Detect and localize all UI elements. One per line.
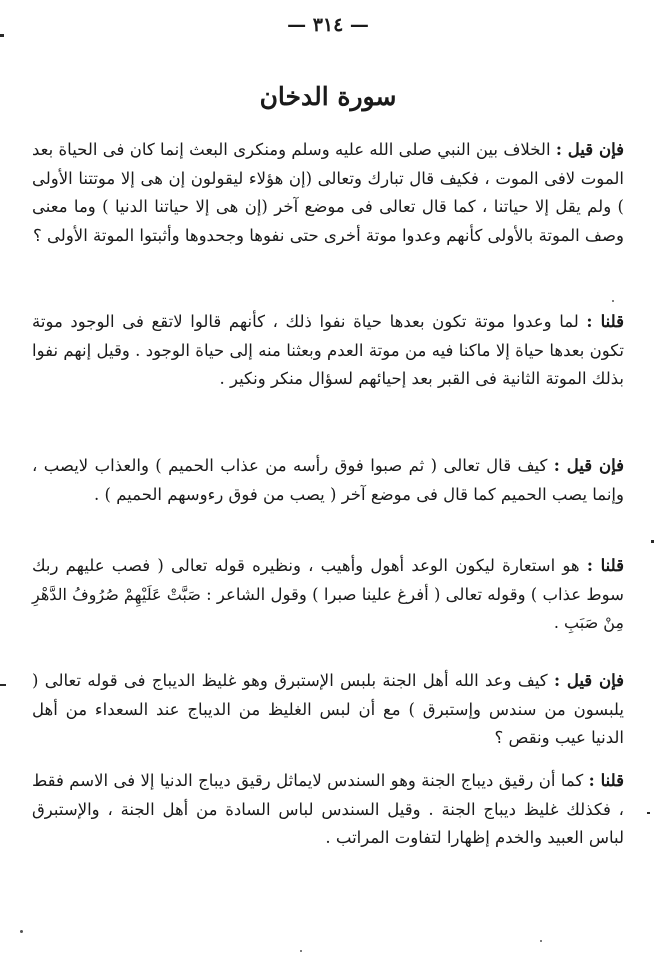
paragraph-lead: قلنا : — [588, 771, 624, 790]
paragraph-question-1 — [32, 136, 624, 250]
scan-speckle — [300, 950, 302, 952]
poetry-verse: صَبَّتْ عَلَيْهِمْ صُرُوفُ الدَّهْرِ مِنْ صَبَبِ . — [32, 584, 624, 633]
scan-speckle — [20, 930, 23, 933]
paragraph-text: كيف وعد الله أهل الجنة بلبس الإستبرق وهو غليظ الديباج فى قوله تعالى ( يلبسون من سندس وإستبرق ) مع أن لبس الغليظ من الديباج عند السعداء من أهل الدنيا عيب ونقص ؟ — [32, 671, 624, 748]
paragraph-text: الخلاف بين النبي صلى الله عليه وسلم ومنكرى البعث إنما كان فى الحياة بعد الموت لافى الموت ، فكيف قال تبارك وتعالى (إن هؤلاء ليقولون إن هى إلا موتتنا الأولى ) ولم يقل إلا حياتنا ، كما قال تعالى فى موضع آخر (إن هى إلا حياتنا الدنيا ) وما معنى وصف الموتة بالأولى كأنهم وعدوا موتة أخرى حتى نفوها وجحدوها وأثبتوا الموتة الأولى ؟ — [32, 140, 624, 245]
scan-speckle — [540, 940, 542, 942]
scan-mark — [0, 34, 4, 37]
paragraph-answer-1 — [32, 308, 624, 394]
page-number: — ٣١٤ — — [287, 14, 369, 36]
scan-mark — [0, 684, 6, 686]
paragraph-text: كما أن رقيق ديباج الجنة وهو السندس لايماثل رقيق ديباج الدنيا إلا فى الاسم فقط ، فكذلك غليظ ديباج الجنة . وقيل السندس لباس السادة من أهل الجنة ، والإستبرق لباس العبيد والخدم إظهارا لتفاوت المراتب . — [32, 771, 624, 848]
scan-mark — [647, 812, 650, 814]
scan-mark — [651, 540, 654, 543]
paragraph-lead: قلنا : — [586, 556, 624, 575]
paragraph-lead: قلنا : — [586, 312, 624, 331]
paragraph-question-2 — [32, 452, 624, 509]
paragraph-text: لما وعدوا موتة تكون بعدها حياة نفوا ذلك ، كأنهم قالوا لاتقع فى الوجود موتة تكون بعدها حياة إلا ماكنا فيه من موتة العدم وبعثنا منه إلى حياة الوجود . وقيل إنهم نفوا بذلك الموتة الثانية فى القبر بعد إحيائهم لسؤال منكر ونكير . — [32, 312, 624, 389]
paragraph-lead: فإن قيل : — [553, 671, 624, 690]
paragraph-lead: فإن قيل : — [555, 140, 625, 159]
paragraph-text: كيف قال تعالى ( ثم صبوا فوق رأسه من عذاب الحميم ) والعذاب لايصب ، وإنما يصب الحميم كما قال فى موضع آخر ( يصب من فوق رءوسهم الحميم ) . — [32, 456, 624, 504]
paragraph-text: هو استعارة ليكون الوعد أهول وأهيب ، ونظيره قوله تعالى ( فصب عليهم ربك سوط عذاب ) وقوله تعالى ( أفرغ علينا صبرا ) وقول الشاعر : — [32, 556, 624, 604]
surah-title: سورة الدخان — [259, 82, 397, 111]
scan-speckle — [612, 300, 614, 302]
paragraph-answer-2 — [32, 552, 624, 638]
paragraph-answer-3 — [32, 767, 624, 853]
paragraph-lead: فإن قيل : — [553, 456, 625, 475]
paragraph-question-3 — [32, 667, 624, 753]
